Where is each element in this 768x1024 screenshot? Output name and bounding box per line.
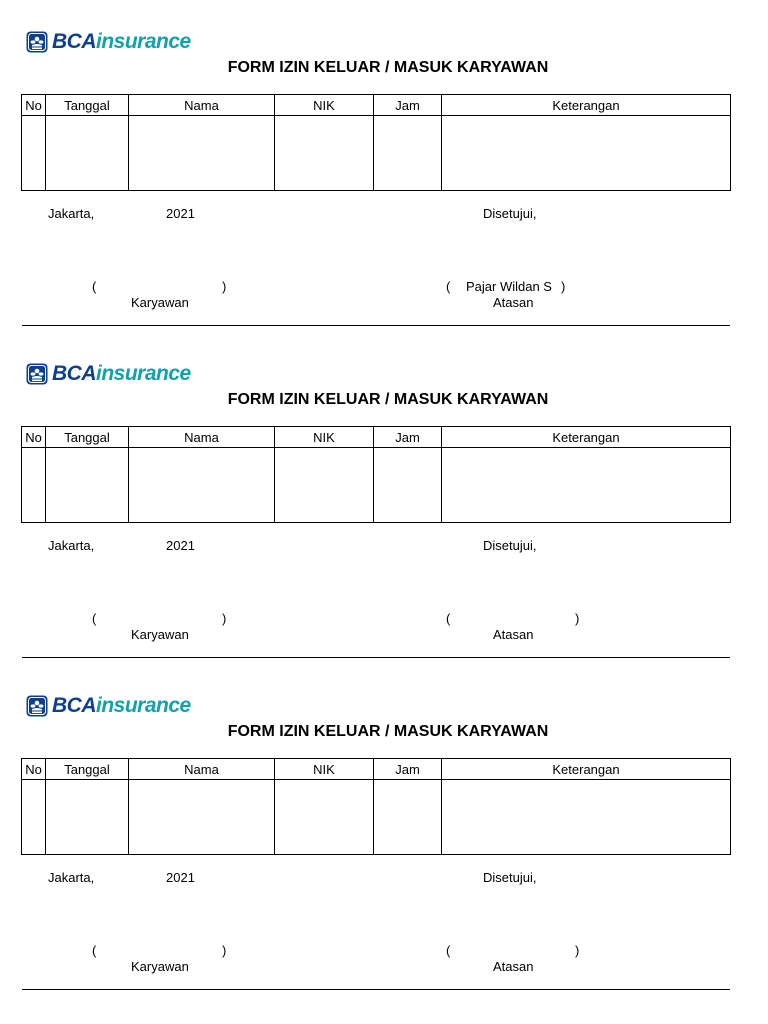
column-header-tanggal: Tanggal: [46, 95, 129, 116]
logo-wordmark: [52, 694, 191, 718]
logo-text-bca: BCA: [52, 694, 96, 717]
column-header-no: No: [22, 427, 46, 448]
supervisor-label: Atasan: [493, 959, 534, 974]
cell-nik[interactable]: [275, 448, 374, 523]
logo-text-insurance: insurance: [96, 694, 191, 717]
employee-signature-open-paren: (: [92, 611, 97, 626]
place-label: Jakarta,: [48, 870, 95, 885]
place-label: Jakarta,: [48, 206, 95, 221]
bca-insurance-logo: [26, 694, 191, 718]
permit-table: [21, 758, 731, 855]
supervisor-signature-open-paren: (: [446, 943, 451, 958]
cell-no[interactable]: [22, 448, 46, 523]
column-header-nik: NIK: [275, 427, 374, 448]
column-header-jam: Jam: [374, 427, 442, 448]
employee-label: Karyawan: [131, 627, 189, 642]
cell-jam[interactable]: [374, 448, 442, 523]
employee-signature-open-paren: (: [92, 943, 97, 958]
supervisor-signature-close-paren: ): [575, 943, 580, 958]
column-header-keterangan: Keterangan: [442, 759, 731, 780]
bca-insurance-emblem-icon: [26, 695, 48, 717]
column-header-tanggal: Tanggal: [46, 759, 129, 780]
employee-signature-close-paren: ): [222, 611, 227, 626]
employee-label: Karyawan: [131, 959, 189, 974]
year-label: 2021: [166, 870, 195, 885]
cell-tanggal[interactable]: [46, 780, 129, 855]
cell-no[interactable]: [22, 780, 46, 855]
form-title: FORM IZIN KELUAR / MASUK KARYAWAN: [227, 723, 549, 740]
supervisor-signature-open-paren: (: [446, 279, 451, 294]
table-header-row: [22, 95, 731, 116]
cell-nik[interactable]: [275, 780, 374, 855]
column-header-nik: NIK: [275, 95, 374, 116]
supervisor-signature-open-paren: (: [446, 611, 451, 626]
year-label: 2021: [166, 206, 195, 221]
izin-form: [0, 664, 768, 996]
logo-text-insurance: insurance: [96, 362, 191, 385]
column-header-jam: Jam: [374, 759, 442, 780]
approved-label: Disetujui,: [483, 206, 537, 221]
cell-jam[interactable]: [374, 780, 442, 855]
supervisor-signature-close-paren: ): [575, 611, 580, 626]
column-header-nama: Nama: [129, 95, 275, 116]
column-header-keterangan: Keterangan: [442, 427, 731, 448]
permit-table: [21, 426, 731, 523]
table-row: [22, 780, 731, 855]
cell-jam[interactable]: [374, 116, 442, 191]
bca-insurance-logo: [26, 30, 191, 54]
cell-keterangan[interactable]: [442, 448, 731, 523]
table-header-row: [22, 427, 731, 448]
column-header-no: No: [22, 95, 46, 116]
column-header-nik: NIK: [275, 759, 374, 780]
employee-signature-close-paren: ): [222, 279, 227, 294]
column-header-nama: Nama: [129, 759, 275, 780]
supervisor-name: Pajar Wildan S: [466, 279, 552, 294]
column-header-nama: Nama: [129, 427, 275, 448]
logo-text-bca: BCA: [52, 362, 96, 385]
cut-line-divider: [22, 657, 730, 658]
logo-wordmark: [52, 362, 191, 386]
approved-label: Disetujui,: [483, 538, 537, 553]
employee-signature-close-paren: ): [222, 943, 227, 958]
table-header-row: [22, 759, 731, 780]
cell-no[interactable]: [22, 116, 46, 191]
supervisor-label: Atasan: [493, 295, 534, 310]
cell-keterangan[interactable]: [442, 780, 731, 855]
bca-insurance-emblem-icon: [26, 363, 48, 385]
place-label: Jakarta,: [48, 538, 95, 553]
izin-form: [0, 0, 768, 332]
bca-insurance-emblem-icon: [26, 31, 48, 53]
table-row: [22, 448, 731, 523]
approved-label: Disetujui,: [483, 870, 537, 885]
logo-text-bca: BCA: [52, 30, 96, 53]
logo-wordmark: [52, 30, 191, 54]
form-title: FORM IZIN KELUAR / MASUK KARYAWAN: [227, 59, 549, 76]
cell-nama[interactable]: [129, 116, 275, 191]
cell-tanggal[interactable]: [46, 448, 129, 523]
cut-line-divider: [22, 325, 730, 326]
cut-line-divider: [22, 989, 730, 990]
cell-tanggal[interactable]: [46, 116, 129, 191]
column-header-jam: Jam: [374, 95, 442, 116]
bca-insurance-logo: [26, 362, 191, 386]
form-title: FORM IZIN KELUAR / MASUK KARYAWAN: [227, 391, 549, 408]
cell-keterangan[interactable]: [442, 116, 731, 191]
izin-form: [0, 332, 768, 664]
cell-nama[interactable]: [129, 448, 275, 523]
cell-nik[interactable]: [275, 116, 374, 191]
supervisor-label: Atasan: [493, 627, 534, 642]
column-header-tanggal: Tanggal: [46, 427, 129, 448]
employee-label: Karyawan: [131, 295, 189, 310]
permit-table: [21, 94, 731, 191]
employee-signature-open-paren: (: [92, 279, 97, 294]
column-header-keterangan: Keterangan: [442, 95, 731, 116]
supervisor-signature-close-paren: ): [561, 279, 566, 294]
year-label: 2021: [166, 538, 195, 553]
table-row: [22, 116, 731, 191]
cell-nama[interactable]: [129, 780, 275, 855]
column-header-no: No: [22, 759, 46, 780]
logo-text-insurance: insurance: [96, 30, 191, 53]
